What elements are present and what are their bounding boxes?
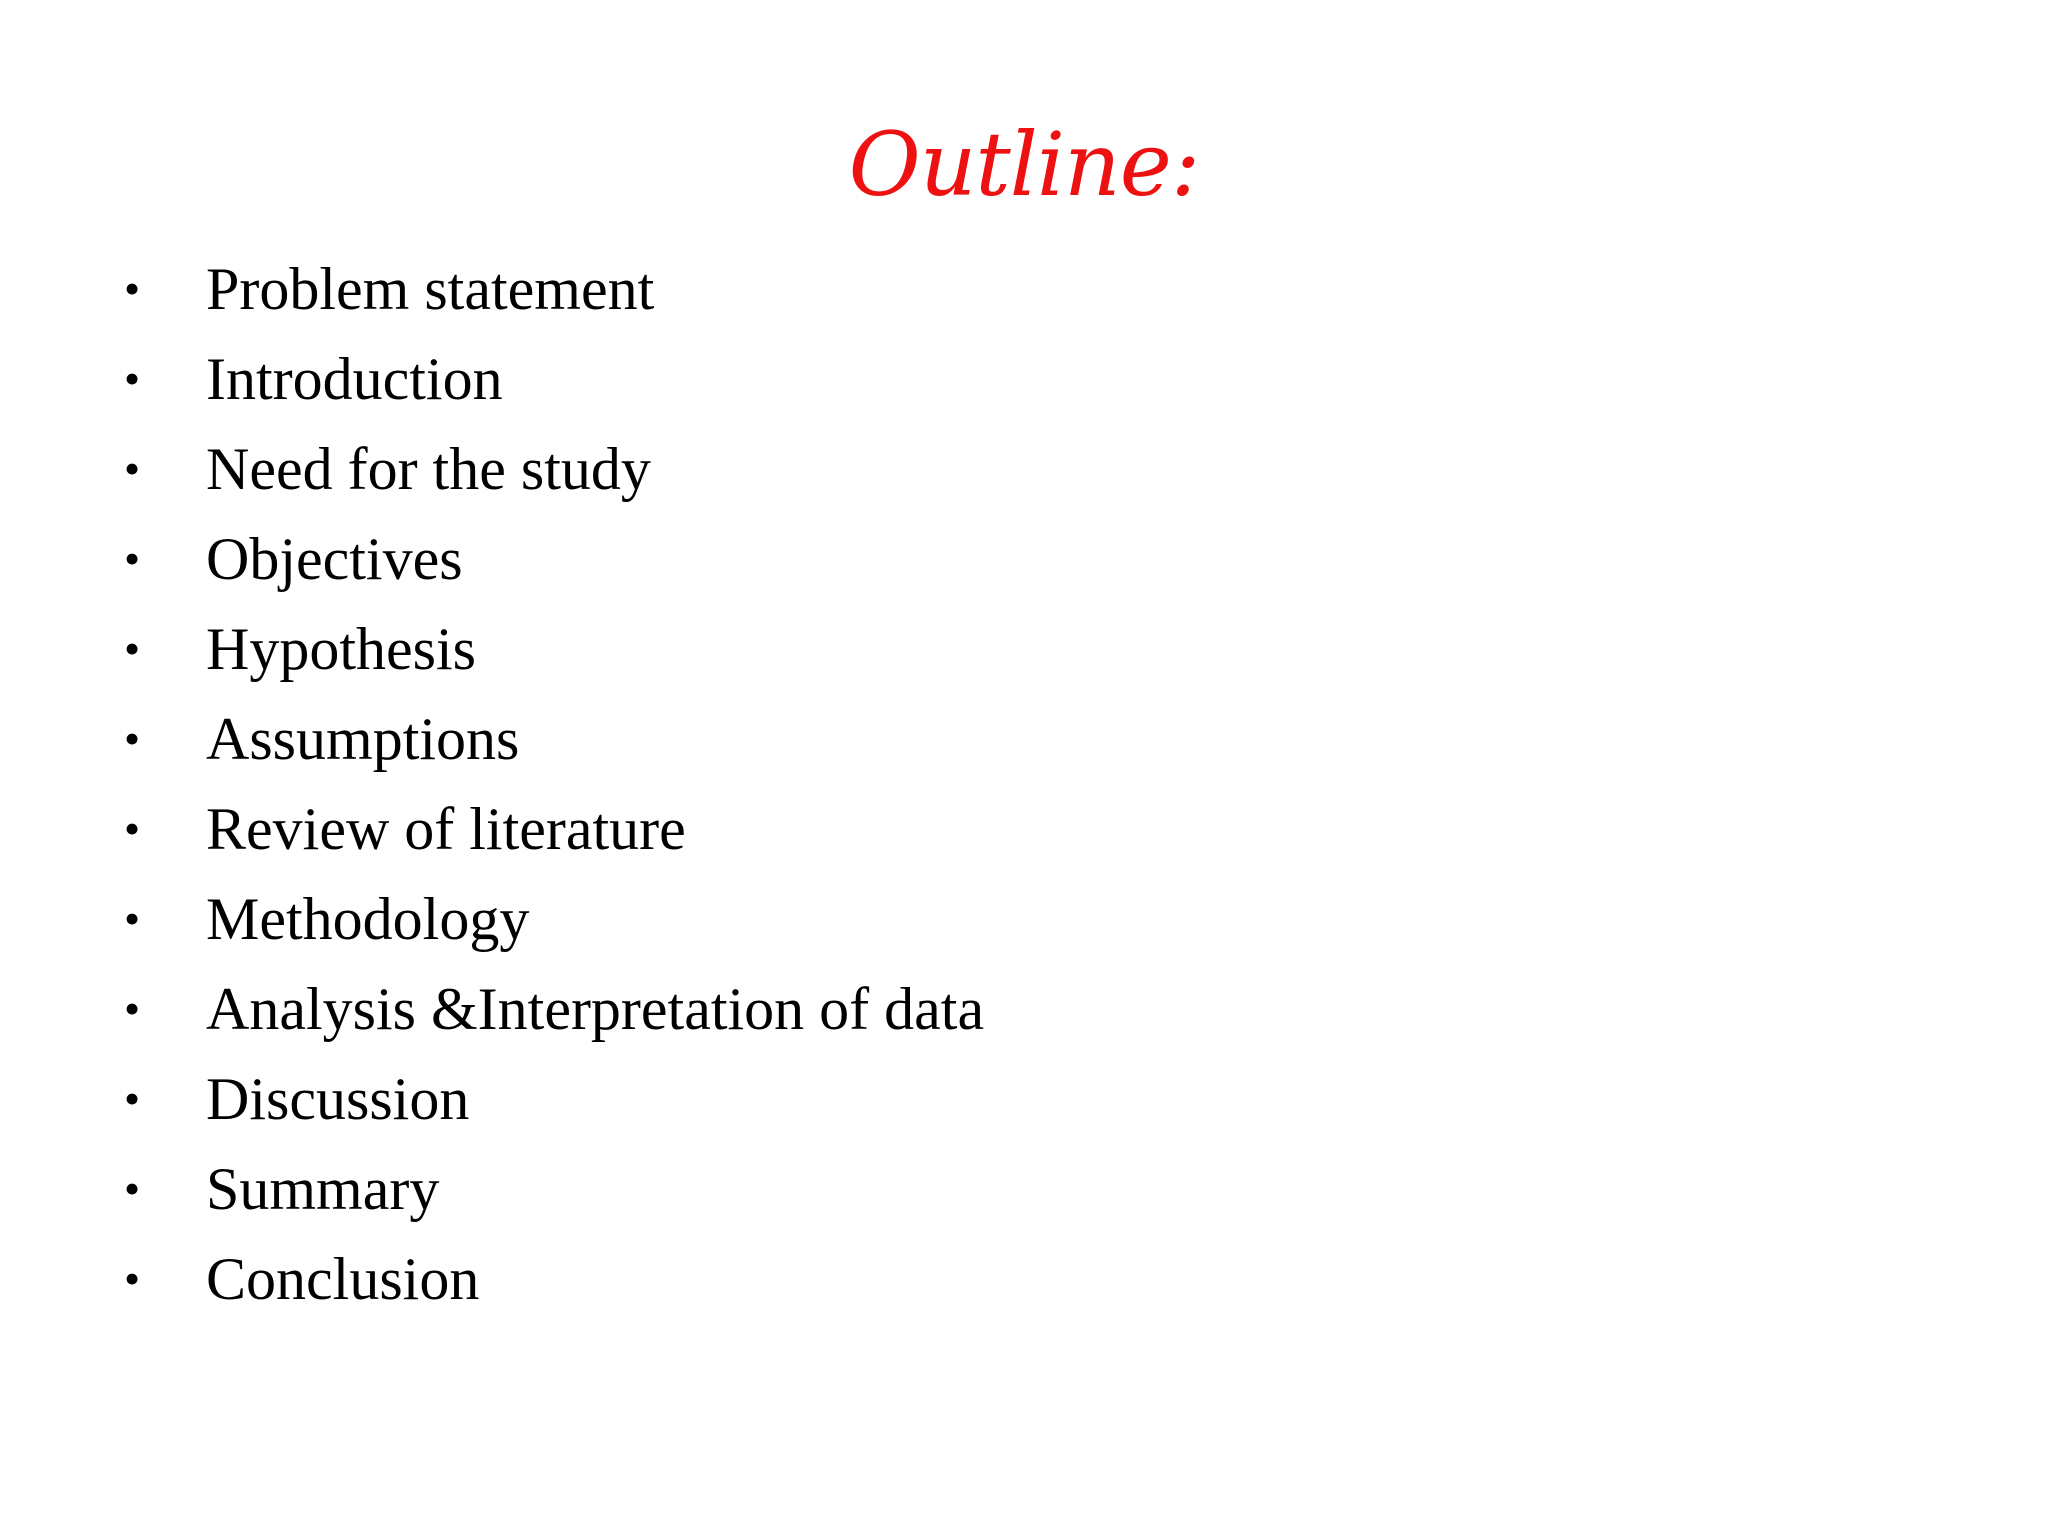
list-item-label: Need for the study: [206, 435, 651, 502]
list-item: [118, 1054, 984, 1144]
bullet-icon: •: [124, 983, 141, 1034]
list-item-label: Assumptions: [206, 705, 520, 772]
list-item-label: Hypothesis: [206, 615, 476, 682]
list-item: [118, 1234, 984, 1324]
bullet-icon: •: [124, 533, 141, 584]
list-item-label: Discussion: [206, 1065, 470, 1132]
bullet-icon: •: [124, 263, 141, 314]
list-item-label: Conclusion: [206, 1245, 480, 1312]
bullet-icon: •: [124, 713, 141, 764]
bullet-icon: •: [124, 623, 141, 674]
slide-title: Outline:: [848, 113, 1200, 216]
bullet-icon: •: [124, 1163, 141, 1214]
bullet-icon: •: [124, 443, 141, 494]
bullet-icon: •: [124, 1073, 141, 1124]
list-item: [118, 334, 984, 424]
list-item: [118, 694, 984, 784]
list-item-label: Review of literature: [206, 795, 686, 862]
bullet-icon: •: [124, 353, 141, 404]
list-item-label: Problem statement: [206, 255, 655, 322]
list-item-label: Methodology: [206, 885, 530, 952]
list-item: [118, 784, 984, 874]
list-item: [118, 874, 984, 964]
bullet-icon: •: [124, 803, 141, 854]
list-item: [118, 244, 984, 334]
list-item: [118, 514, 984, 604]
list-item-label: Summary: [206, 1155, 440, 1222]
list-item: [118, 424, 984, 514]
bullet-icon: •: [124, 1253, 141, 1304]
list-item-label: Analysis &Interpretation of data: [206, 975, 985, 1042]
bullet-icon: •: [124, 893, 141, 944]
outline-list: [118, 244, 984, 1324]
list-item-label: Introduction: [206, 345, 503, 412]
list-item: [118, 604, 984, 694]
list-item-label: Objectives: [206, 525, 463, 592]
list-item: [118, 1144, 984, 1234]
list-item: [118, 964, 984, 1054]
